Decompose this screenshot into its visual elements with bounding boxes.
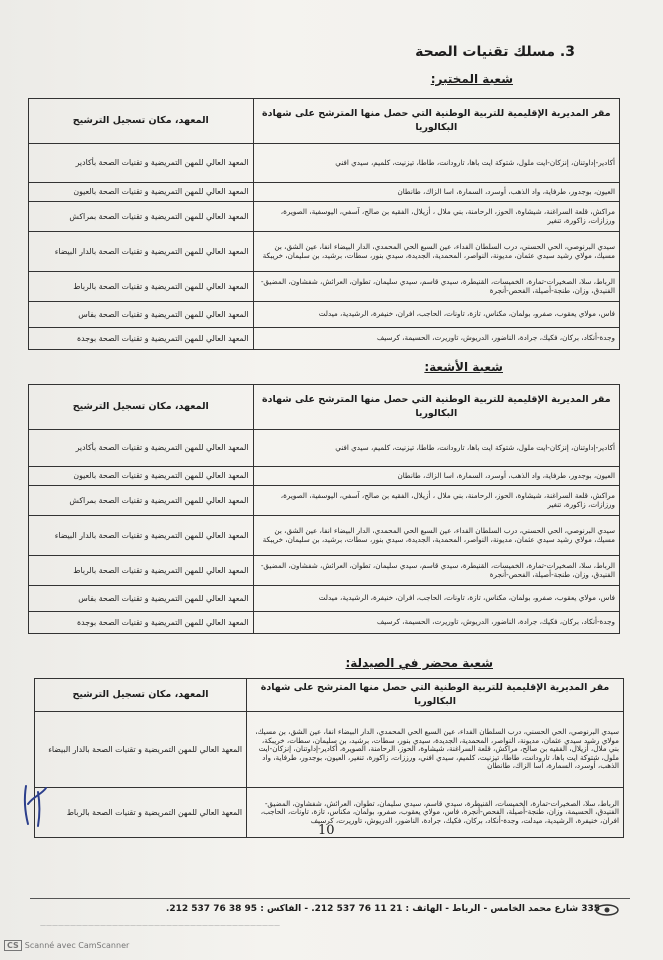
- table-row: [29, 272, 620, 302]
- table-row: [29, 586, 620, 612]
- column-header-institute: المعهد، مكان تسجيل الترشيح: [35, 679, 247, 712]
- institute-cell: المعهد العالي للمهن التمريضية و تقنيات الصحة بأكادير: [29, 144, 254, 183]
- handwritten-mark: [18, 782, 54, 828]
- institute-cell: المعهد العالي للمهن التمريضية و تقنيات الصحة بمراكش: [29, 486, 254, 516]
- cities-cell: وجدة-أنكاد، بركان، فكيك، جرادة، الناضور، الدريوش، تاوريرت، الحسيمة، كرسيف: [253, 612, 619, 634]
- institute-cell: المعهد العالي للمهن التمريضية و تقنيات الصحة بأكادير: [29, 430, 254, 467]
- section-title: مسلك تقنيات الصحة: [415, 44, 556, 60]
- institute-cell: المعهد العالي للمهن التمريضية و تقنيات الصحة بالرباط: [29, 272, 254, 302]
- table-row: [29, 328, 620, 350]
- table-row: [29, 232, 620, 272]
- institute-cell: المعهد العالي للمهن التمريضية و تقنيات الصحة بالدار البيضاء: [29, 516, 254, 556]
- institute-cell: المعهد العالي للمهن التمريضية و تقنيات الصحة بالرباط: [29, 556, 254, 586]
- institute-cell: المعهد العالي للمهن التمريضية و تقنيات الصحة بالدار البيضاء: [29, 232, 254, 272]
- cities-cell: العيون، بوجدور، طرفاية، واد الذهب، أوسرد، السمارة، اسا الزاك، طانطان: [253, 183, 619, 202]
- laboratory-table: [28, 98, 620, 350]
- column-header-institute: المعهد، مكان تسجيل الترشيح: [29, 385, 254, 430]
- cities-cell: فاس، مولاي يعقوب، صفرو، بولمان، مكناس، تازة، تاونات، الحاجب، افران، خنيفرة، الرشيدية، ميدلت: [253, 586, 619, 612]
- table-header-row: [29, 385, 620, 430]
- footer-divider: [30, 898, 630, 899]
- pharmacy-table: [34, 678, 624, 838]
- cities-cell: الرباط، سلا، الصخيرات-تمارة، الخميسات، القنيطرة، سيدي قاسم، سيدي سليمان، تطوان، العرائش، شفشاون، المضيق-الفنيدق، وزان، طنجة-أصيلة، الفحص-أنجرة: [253, 272, 619, 302]
- institute-cell: المعهد العالي للمهن التمريضية و تقنيات الصحة بالعيون: [29, 467, 254, 486]
- table-row: [29, 183, 620, 202]
- institute-cell: المعهد العالي للمهن التمريضية و تقنيات الصحة بالعيون: [29, 183, 254, 202]
- column-header-region: مقر المديرية الإقليمية للتربية الوطنية التي حصل منها المترشح على شهادة البكالوريا: [253, 99, 619, 144]
- table-row: [29, 612, 620, 634]
- cities-cell: سيدي البرنوصي، الحي الحسني، درب السلطان الفداء، عين السبع الحي المحمدي، الدار البيضاء انفا، عين الشق، بن مسيك، مولاي رشيد سيدي عثمان، مديونة، النواصر، المحمدية، الجديدة، سيدي بنور، سطات، برشيد، بن سليمان، خريبكة: [253, 232, 619, 272]
- institute-cell: المعهد العالي للمهن التمريضية و تقنيات الصحة بفاس: [29, 586, 254, 612]
- section-number: 3.: [559, 44, 575, 60]
- table-row: [29, 202, 620, 232]
- cities-cell: سيدي البرنوصي، الحي الحسني، درب السلطان الفداء، عين السبع الحي المحمدي، الدار البيضاء انفا، عين الشق، بن مسيك، مولاي رشيد سيدي عثمان، مديونة، النواصر، المحمدية، الجديدة، سيدي بنور، سطات، برشيد، بن سليمان، خريبكة: [253, 516, 619, 556]
- table-heading-pharmacy: شعبة محضر في الصيدلة:: [345, 656, 493, 670]
- camscanner-badge: CS: [4, 940, 22, 951]
- cities-cell: فاس، مولاي يعقوب، صفرو، بولمان، مكناس، تازة، تاونات، الحاجب، افران، خنيفرة، الرشيدية، ميدلت: [253, 302, 619, 328]
- cities-cell: أكادير-إداوتنان، إنزكان-ايت ملول، شتوكة ايت باها، تارودانت، طاطا، تيزنيت، كلميم، سيدي افني: [253, 144, 619, 183]
- cities-cell: الرباط، سلا، الصخيرات-تمارة، الخميسات، القنيطرة، سيدي قاسم، سيدي سليمان، تطوان، العرائش، شفشاون، المضيق-الفنيدق، وزان، طنجة-أصيلة، الفحص-أنجرة: [253, 556, 619, 586]
- cities-cell: العيون، بوجدور، طرفاية، واد الذهب، أوسرد، السمارة، اسا الزاك، طانطان: [253, 467, 619, 486]
- column-header-institute: المعهد، مكان تسجيل الترشيح: [29, 99, 254, 144]
- institute-cell: المعهد العالي للمهن التمريضية و تقنيات الصحة بفاس: [29, 302, 254, 328]
- section-heading: [415, 44, 575, 60]
- cities-cell: أكادير-إداوتنان، إنزكان-ايت ملول، شتوكة ايت باها، تارودانت، طاطا، تيزنيت، كلميم، سيدي افني: [253, 430, 619, 467]
- scanner-text: Scanné avec CamScanner: [24, 941, 130, 950]
- table-row: [29, 556, 620, 586]
- cities-cell: سيدي البرنوصي، الحي الحسني، درب السلطان الفداء، عين السبع الحي المحمدي، الدار البيضاء انفا، عين الشق، بن مسيك، مولاي رشيد سيدي عثمان، مديونة، النواصر، المحمدية، الجديدة، سيدي بنور، سطات، برشيد، بن سليمان، سطات، خريبكة، بني ملال، أزيلال، الفقيه بن صالح، مراكش، قلعة السراغنة، شيشاوة، الحوز، الرحامنة، الصويرة، أكادير-إداوتنان، إنزكان-ايت ملول، شتوكة ايت باها، تارودانت، طاطا، تيزنيت، كلميم، سيدي افني، ورززات، زاكورة، تنغير، العيون، بوجدور، طرفاية، واد الذهب، أوسرد، السمارة، اسا الزاك، طانطان: [247, 712, 624, 788]
- cities-cell: مراكش، قلعة السراغنة، شيشاوة، الحوز، الرحامنة، بني ملال ، أزيلال، الفقيه بن صالح، آسفي، اليوسفية، الصويرة، ورزازات، زاكورة، تنغير: [253, 202, 619, 232]
- cities-cell: الرباط، سلا، الصخيرات-تمارة، الخميسات، القنيطرة، سيدي قاسم، سيدي سليمان، تطوان، العرائش، شفشاون، المضيق-الفنيدق، الحسيمة، وزان، طنجة-أصيلة، الفحص-أنجرة، فاس، مولاي يعقوب، صفرو، بولمان، مكناس، تازة، تاونات، الحاجب، افران، خنيفرة، الرشيدية، ميدلت، وجدة-أنكاد، بركان، فكيك، جرادة، الناضور، الدريوش، تاوريرت، كرسيف: [247, 788, 624, 838]
- column-header-region: مقر المديرية الإقليمية للتربية الوطنية التي حصل منها المترشح على شهادة البكالوريا: [253, 385, 619, 430]
- table-heading-laboratory: شعبة المختبر:: [430, 72, 513, 86]
- page-number: 10: [318, 823, 335, 838]
- table-row: [35, 712, 624, 788]
- institute-cell: المعهد العالي للمهن التمريضية و تقنيات الصحة بمراكش: [29, 202, 254, 232]
- table-row: [29, 467, 620, 486]
- table-row: [29, 516, 620, 556]
- table-header-row: [35, 679, 624, 712]
- table-row: [29, 144, 620, 183]
- table-row: [29, 430, 620, 467]
- radiology-table: [28, 384, 620, 634]
- cities-cell: مراكش، قلعة السراغنة، شيشاوة، الحوز، الرحامنة، بني ملال ، أزيلال، الفقيه بن صالح، آسفي، اليوسفية، الصويرة، ورزازات، زاكورة، تنغير: [253, 486, 619, 516]
- table-row: [29, 486, 620, 516]
- table-heading-radiology: شعبة الأشعة:: [424, 360, 503, 374]
- column-header-region: مقر المديرية الإقليمية للتربية الوطنية التي حصل منها المترشح على شهادة البكالوريا: [247, 679, 624, 712]
- cities-cell: وجدة-أنكاد، بركان، فكيك، جرادة، الناضور، الدريوش، تاوريرت، الحسيمة، كرسيف: [253, 328, 619, 350]
- institute-cell: المعهد العالي للمهن التمريضية و تقنيات الصحة بوجدة: [29, 328, 254, 350]
- institute-cell: المعهد العالي للمهن التمريضية و تقنيات الصحة بالدار البيضاء: [35, 712, 247, 788]
- table-row: [29, 302, 620, 328]
- table-header-row: [29, 99, 620, 144]
- footer-address: 335 شارع محمد الخامس - الرباط - الهاتف : 21 11 76 537 212. - الفاكس : 95 38 76 537 212.: [165, 904, 600, 914]
- scanner-watermark: [4, 940, 129, 951]
- institute-cell: المعهد العالي للمهن التمريضية و تقنيات الصحة بوجدة: [29, 612, 254, 634]
- institute-cell: المعهد العالي للمهن التمريضية و تقنيات الصحة بالرباط: [35, 788, 247, 838]
- footer-faded-line: ————————————————————————————————————————: [40, 922, 280, 928]
